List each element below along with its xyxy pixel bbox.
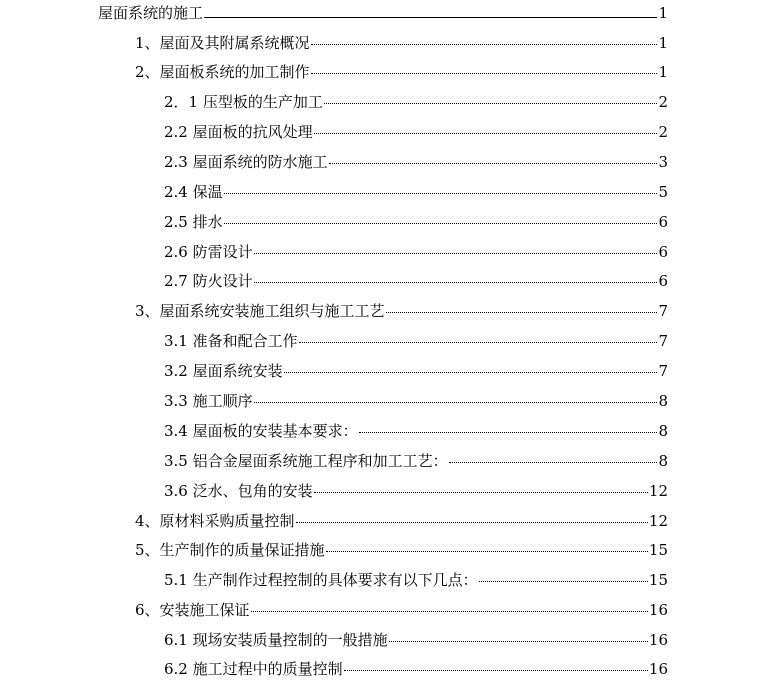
toc-leader — [284, 372, 658, 373]
toc-entry[interactable] — [164, 630, 668, 652]
toc-entry-page: 7 — [658, 362, 668, 380]
toc-entry[interactable] — [164, 331, 668, 353]
toc-leader — [326, 551, 648, 552]
toc-entry-label: 屋面系统的施工 — [98, 4, 204, 22]
toc-entry[interactable] — [164, 659, 668, 681]
toc-leader — [311, 44, 658, 45]
toc-entry[interactable] — [164, 361, 668, 383]
toc-entry[interactable] — [164, 182, 668, 204]
toc-entry-label: 2.2 屋面板的抗风处理 — [164, 123, 313, 141]
toc-leader — [254, 253, 658, 254]
toc-entry[interactable] — [164, 481, 668, 503]
toc-leader — [251, 611, 648, 612]
toc-entry-page: 16 — [648, 631, 668, 649]
toc-entry-label: 5、生产制作的质量保证措施 — [135, 541, 325, 559]
toc-entry[interactable] — [135, 33, 668, 55]
toc-leader — [254, 402, 658, 403]
toc-entry-page: 2 — [658, 93, 668, 111]
toc-leader — [314, 133, 658, 134]
toc-leader — [224, 193, 658, 194]
toc-entry-page: 15 — [648, 571, 668, 589]
toc-entry[interactable] — [164, 122, 668, 144]
toc-entry-label: 3.1 准备和配合工作 — [164, 332, 298, 350]
toc-entry[interactable] — [164, 212, 668, 234]
toc-leader — [224, 223, 658, 224]
toc-entry[interactable] — [164, 451, 668, 473]
toc-entry-label: 4、原材料采购质量控制 — [135, 512, 295, 530]
toc-entry-label: 3.6 泛水、包角的安装 — [164, 482, 313, 500]
toc-leader — [389, 641, 648, 642]
toc-entry[interactable] — [135, 600, 668, 622]
toc-leader — [386, 312, 658, 313]
toc-entry[interactable] — [164, 570, 668, 592]
toc-entry-page: 6 — [658, 243, 668, 261]
toc-entry-label: 3.4 屋面板的安装基本要求： — [164, 422, 358, 440]
toc-entry-label: 2.5 排水 — [164, 213, 223, 231]
toc-entry-page: 1 — [658, 34, 668, 52]
toc-entry[interactable] — [164, 92, 668, 114]
toc-entry-page: 12 — [648, 512, 668, 530]
toc-entry-label: 3.2 屋面系统安装 — [164, 362, 283, 380]
toc-entry[interactable] — [135, 62, 668, 84]
toc-entry-label: 2．1 压型板的生产加工 — [164, 93, 323, 111]
toc-entry-page: 7 — [658, 332, 668, 350]
toc-entry[interactable] — [164, 152, 668, 174]
toc-leader — [344, 670, 648, 671]
toc-entry-label: 2.6 防雷设计 — [164, 243, 253, 261]
toc-entry-page: 15 — [648, 541, 668, 559]
toc-entry-page: 1 — [658, 4, 668, 22]
toc-entry[interactable] — [135, 511, 668, 533]
toc-entry[interactable] — [164, 242, 668, 264]
toc-entry-page: 6 — [658, 213, 668, 231]
toc-leader — [449, 462, 658, 463]
toc-entry-page: 1 — [658, 63, 668, 81]
toc-leader — [479, 581, 648, 582]
toc-entry-page: 8 — [658, 392, 668, 410]
toc-leader — [296, 522, 648, 523]
toc-entry-label: 5.1 生产制作过程控制的具体要求有以下几点： — [164, 571, 478, 589]
toc-entry-label: 6.1 现场安装质量控制的一般措施 — [164, 631, 388, 649]
toc-entry-label: 1、屋面及其附属系统概况 — [135, 34, 310, 52]
toc-entry-label: 2.3 屋面系统的防水施工 — [164, 153, 328, 171]
toc-entry-page: 16 — [648, 601, 668, 619]
toc-entry-label: 2、屋面板系统的加工制作 — [135, 63, 310, 81]
toc-entry-page: 7 — [658, 302, 668, 320]
toc-entry-page: 5 — [658, 183, 668, 201]
toc-entry[interactable] — [135, 301, 668, 323]
toc-entry[interactable] — [164, 271, 668, 293]
toc-entry-label: 3.5 铝合金屋面系统施工程序和加工工艺： — [164, 452, 448, 470]
toc-entry-page: 3 — [658, 153, 668, 171]
toc-entry-page: 12 — [648, 482, 668, 500]
toc-leader — [254, 282, 658, 283]
toc-entry-page: 8 — [658, 422, 668, 440]
toc-entry[interactable] — [98, 3, 668, 25]
toc-entry-label: 2.4 保温 — [164, 183, 223, 201]
toc-entry-page: 16 — [648, 660, 668, 678]
toc-leader — [324, 103, 658, 104]
toc-entry[interactable] — [164, 421, 668, 443]
toc-entry-label: 2.7 防火设计 — [164, 272, 253, 290]
toc-leader — [359, 432, 658, 433]
toc-leader — [311, 73, 658, 74]
toc-leader — [329, 163, 658, 164]
toc-entry-page: 2 — [658, 123, 668, 141]
toc-leader — [204, 17, 657, 18]
toc-entry[interactable] — [164, 391, 668, 413]
toc-entry[interactable] — [135, 540, 668, 562]
toc-entry-page: 8 — [658, 452, 668, 470]
toc-entry-label: 3、屋面系统安装施工组织与施工工艺 — [135, 302, 385, 320]
toc-leader — [299, 342, 658, 343]
toc-entry-label: 6.2 施工过程中的质量控制 — [164, 660, 343, 678]
toc-entry-label: 3.3 施工顺序 — [164, 392, 253, 410]
toc-entry-page: 6 — [658, 272, 668, 290]
toc-entry-label: 6、安装施工保证 — [135, 601, 250, 619]
toc-leader — [314, 492, 648, 493]
